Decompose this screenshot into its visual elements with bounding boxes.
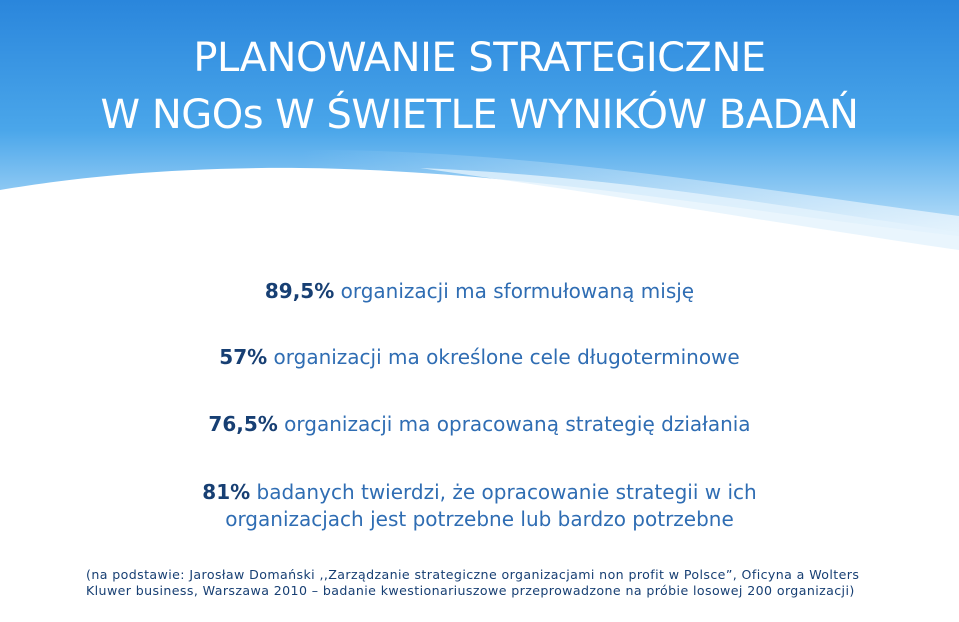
stat-value: 89,5% — [264, 279, 335, 303]
source-note: (na podstawie: Jarosław Domański ,,Zarządzanie strategiczne organizacjami non profit w Polsce”, Oficyna a Wolters Kluwer business, Warszawa 2010 – badanie kwestionariuszowe przeprowadzone na próbie losowej 200 organizacji) — [86, 567, 860, 598]
title-line-2: W NGOs W ŚWIETLE WYNIKÓW BADAŃ — [100, 92, 859, 138]
stat-mission — [0, 278, 959, 305]
stat-long-term-goals — [0, 344, 959, 371]
stat-text: badanych twierdzi, że opracowanie strategii w ich organizacjach jest potrzebne lub bardzo potrzebne — [225, 480, 757, 531]
stat-strategy — [0, 411, 959, 438]
stat-text: organizacji ma określone cele długoterminowe — [267, 345, 740, 369]
stat-value: 57% — [219, 345, 268, 369]
title-line-1: PLANOWANIE STRATEGICZNE — [193, 35, 766, 81]
stat-value: 76,5% — [208, 412, 278, 436]
stat-value: 81% — [202, 480, 251, 504]
stat-text: organizacji ma opracowaną strategię działania — [277, 412, 751, 436]
stat-text: organizacji ma sformułowaną misję — [334, 279, 695, 303]
stat-strategy-needed — [0, 479, 959, 533]
slide-title — [0, 30, 959, 144]
